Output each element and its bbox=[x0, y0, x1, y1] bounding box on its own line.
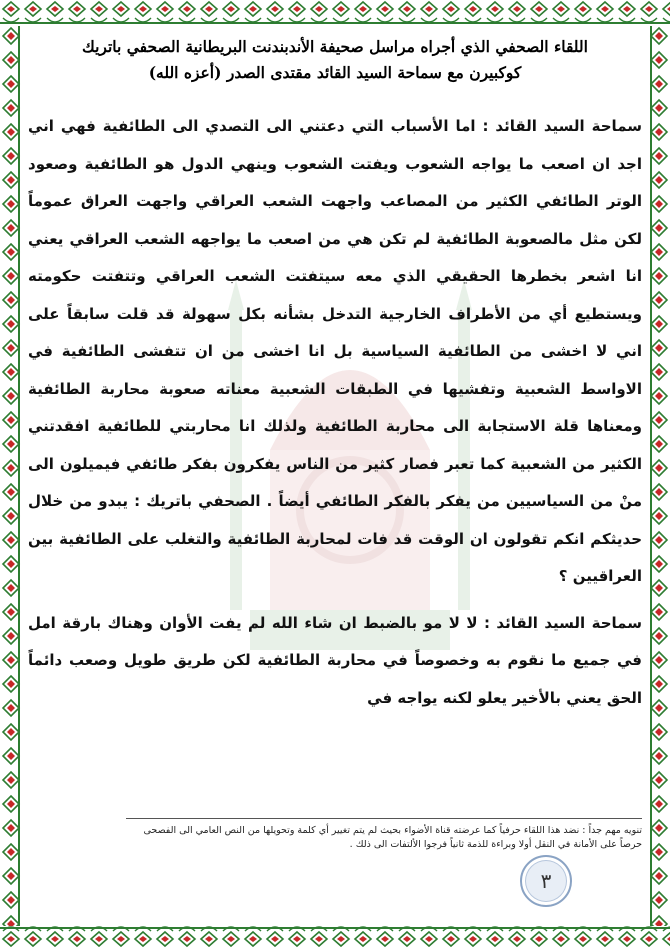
title-line-2: كوكبيرن مع سماحة السيد القائد مقتدى الصدر (أعزه الله) bbox=[148, 63, 522, 82]
bottom-ornament-border bbox=[0, 926, 670, 948]
page-number: ٣ bbox=[540, 869, 552, 893]
interview-body bbox=[28, 108, 642, 717]
page-number-badge bbox=[520, 855, 572, 907]
footnote-divider bbox=[126, 818, 642, 819]
body-paragraph-1: سماحة السيد القائد : اما الأسباب التي دعتني الى التصدي الى الطائفية فهي اني اجد ان اصعب ما يواجه الشعوب ويفتت الشعوب وينهي الدول هو الطائفية وصعود الوتر الطائفي الكثير من المصاعب واجهت الشعب العراقي واجهت العراق عموماً لكن مثل مالصعوبة الطائفية لم تكن هي من اصعب ما يواجهه الشعب العراقي يعني انا اشعر بخطرها الحقيقي الذي معه سيتفتت الشعب العراقي وتتفتت حكومته ويستطيع أي من الأطراف الخارجية التدخل بشأنه بكل سهولة قد قلت سابقاً على اني لا اخشى من الطائفية السياسية بل انا اخشى من ان تتفشى الطائفية في الاواسط الشعبية وتفشيها في الطبقات الشعبية معناته صعوبة محاربة الطائفية ومعناها قلة الاستجابة الى محاربة الطائفية ولذلك انا محاربتي للطائفية افقدتني الكثير من الشعبية كما تعبر فصار كثير من الناس يفكرون بفكر طائفي فيميلون الى منْ من السياسيين من يفكر بالفكر الطائفي أيضاً . الصحفي باتريك : يبدو من خلال حديثكم انكم تقولون ان الوقت قد فات لمحاربة الطائفية والتغلب على الطائفية بين العراقيين ؟ bbox=[28, 117, 642, 585]
left-ornament-border bbox=[0, 26, 22, 926]
top-ornament-border bbox=[0, 0, 670, 26]
body-paragraph-2: سماحة السيد القائد : لا لا مو بالضبط ان شاء الله لم يفت الأوان وهناك بارقة امل في جميع ما نقوم به وخصوصاً في محاربة الطائفية لكن طريق طويل وصعب دائماً الحق يعني بالأخير يعلو لكنه يواجه في bbox=[28, 613, 642, 707]
title-line-1: اللقاء الصحفي الذي أجراه مراسل صحيفة الأندبندنت البريطانية الصحفي باتريك bbox=[82, 37, 588, 56]
document-title bbox=[40, 34, 630, 86]
footnote-note: تنويه مهم جداً : نضد هذا اللقاء حرفياً كما عرضته قناة الأضواء بحيث لم يتم تغيير أي كلمة وتحويلها من النص العامي الى الفصحى حرصاً على الأمانة في النقل أولا وبراءة للذمة ثانياً فرجوا الألتفات الى ذلك . bbox=[143, 825, 642, 850]
right-ornament-border bbox=[648, 26, 670, 926]
